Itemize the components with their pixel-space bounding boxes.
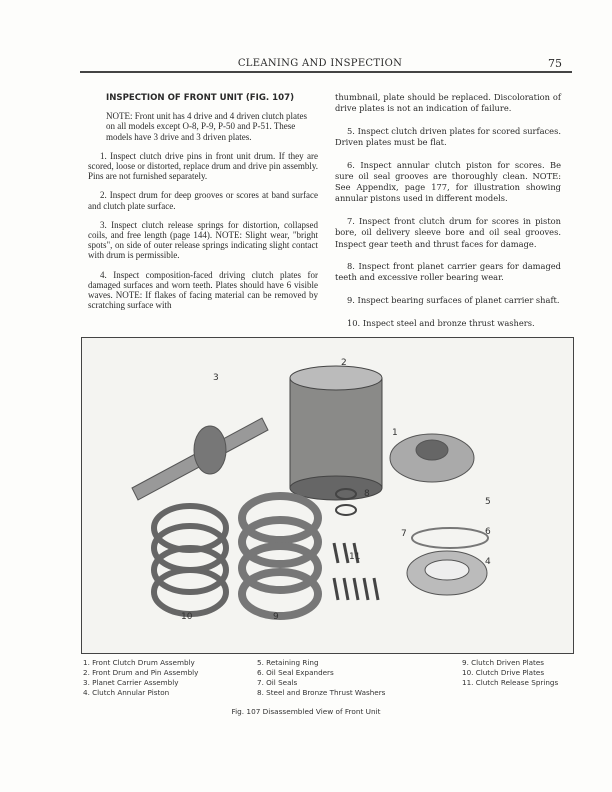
figure-caption: Fig. 107 Disassembled View of Front Unit [231,707,381,716]
callout-6: 6 [485,527,491,537]
left-column [88,93,318,319]
paragraph: 8. Inspect front planet carrier gears for damaged teeth and excessive roller bearing wear. [335,261,561,283]
paragraph: 3. Inspect clutch release springs for distortion, collapsed coils, and free length (page 144). NOTE: Slight wear, "bright spots", on side of outer release springs indicating slight contact with drum is permissible. [88,219,318,261]
legend-col-2 [257,658,385,698]
planet-carrier-shaft [132,418,268,500]
page-number: 75 [548,57,562,70]
legend-item: 6. Oil Seal Expanders [257,668,334,677]
drive-plates [154,506,226,614]
header-rule [80,71,572,73]
callout-2: 2 [341,358,347,368]
paragraph: 1. Inspect clutch drive pins in front unit drum. If they are scored, loose or distorted, replace drum and drive pin assembly. Pins are not furnished separately. [88,150,318,182]
legend-col-3 [462,658,558,688]
retaining-ring [412,528,488,548]
legend-item: 2. Front Drum and Pin Assembly [83,668,199,677]
callout-10: 10 [181,612,193,622]
running-header: CLEANING AND INSPECTION [237,58,403,69]
section-heading: INSPECTION OF FRONT UNIT (FIG. 107) [106,93,295,103]
legend-item: 7. Oil Seals [257,678,298,687]
exploded-parts-illustration [82,338,573,653]
callout-5: 5 [485,497,491,507]
callout-4: 4 [485,557,491,567]
clutch-drum-assembly [390,434,474,482]
driven-plates [242,496,318,616]
legend-col-1 [83,658,198,698]
paragraph: 7. Inspect front clutch drum for scores in piston bore, oil delivery sleeve bore and oil seal grooves. Inspect gear teeth and thrust faces for damage. [335,216,561,249]
paragraph: 2. Inspect drum for deep grooves or scores at band surface and clutch plate surface. [88,190,318,211]
paragraph: thumbnail, plate should be replaced. Discoloration of drive plates is not an indication of failure. [335,92,561,114]
callout-7: 7 [401,529,407,539]
legend-item: 3. Planet Carrier Assembly [83,678,179,687]
callout-3: 3 [213,373,219,383]
callout-11: 11 [349,552,361,562]
legend-item: 8. Steel and Bronze Thrust Washers [257,688,386,697]
legend-item: 5. Retaining Ring [257,658,319,667]
legend-item: 1. Front Clutch Drum Assembly [83,658,195,667]
paragraph: 5. Inspect clutch driven plates for scored surfaces. Driven plates must be flat. [335,125,561,148]
legend-item: 4. Clutch Annular Piston [83,688,170,697]
legend-item: 9. Clutch Driven Plates [462,658,545,667]
callout-8: 8 [364,489,370,499]
paragraph: 9. Inspect bearing surfaces of planet carrier shaft. [347,295,560,306]
legend-item: 11. Clutch Release Springs [462,678,559,687]
callout-9: 9 [273,612,279,622]
annular-piston [407,551,487,595]
right-column [335,92,561,341]
figure-photo [81,337,574,654]
front-drum [290,366,382,500]
legend-item: 10. Clutch Drive Plates [462,668,545,677]
callout-1: 1 [392,428,398,438]
paragraph: 6. Inspect annular clutch piston for scores. Be sure oil seal grooves are thoroughly clean. NOTE: See Appendix, page 177, for illustration showing annular pistons used in different models. [335,159,561,204]
paragraph: 4. Inspect composition-faced driving clutch plates for damaged surfaces and worn teeth. Plates should have 6 visible waves. NOTE: If flakes of facing material can be removed by scratching surface with [88,269,318,311]
note: NOTE: Front unit has 4 drive and 4 driven clutch plates on all models except O-8, P-9, P-50 and P-51. These models have 3 drive and 3 driven plates. [106,111,307,142]
paragraph: 10. Inspect steel and bronze thrust washers. [347,317,535,328]
